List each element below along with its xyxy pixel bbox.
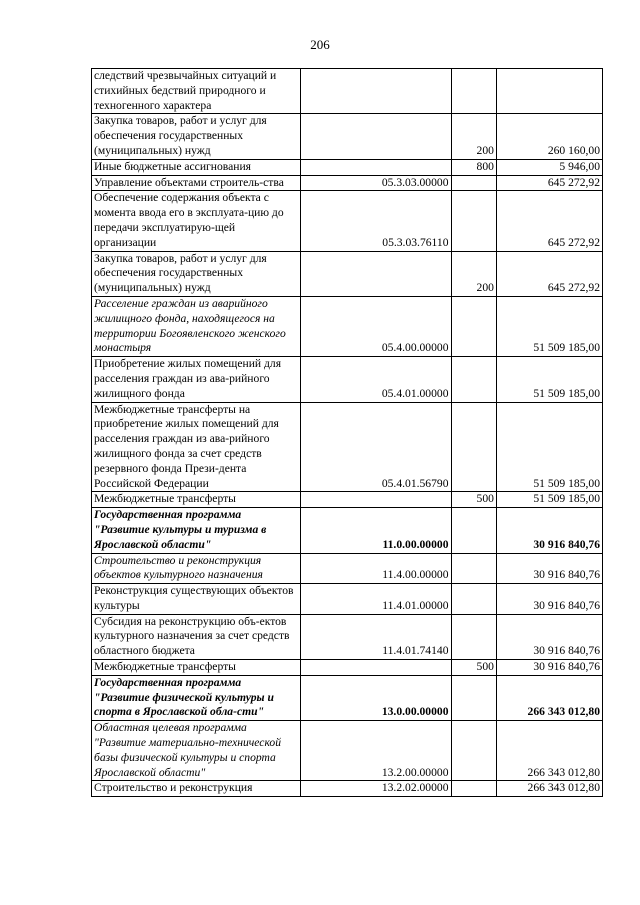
row-name-cell: Расселение граждан из аварийного жилищного фонда, находящегося на территории Богоявленского женского монастыря [92, 296, 301, 356]
row-type-cell: 800 [451, 159, 496, 175]
row-type-cell [451, 721, 496, 781]
row-sum-cell: 30 916 840,76 [496, 614, 602, 659]
row-code-cell: 13.2.00.00000 [301, 721, 451, 781]
row-code-cell: 05.4.01.00000 [301, 357, 451, 402]
row-name-cell: Государственная программа "Развитие физической культуры и спорта в Ярославской обла-сти" [92, 675, 301, 720]
row-type-cell: 500 [451, 660, 496, 676]
table-row [92, 675, 603, 720]
budget-table-body [92, 69, 603, 797]
row-type-cell [451, 69, 496, 114]
row-type-cell [451, 781, 496, 797]
row-name-cell: Государственная программа "Развитие культуры и туризма в Ярославской области" [92, 508, 301, 553]
row-type-cell: 200 [451, 251, 496, 296]
table-row [92, 721, 603, 781]
row-code-cell [301, 660, 451, 676]
row-code-cell: 11.0.00.00000 [301, 508, 451, 553]
row-code-cell: 13.0.00.00000 [301, 675, 451, 720]
row-name-cell: Управление объектами строитель-ства [92, 175, 301, 191]
table-row [92, 660, 603, 676]
row-sum-cell: 30 916 840,76 [496, 553, 602, 584]
table-row [92, 781, 603, 797]
row-code-cell: 13.2.02.00000 [301, 781, 451, 797]
row-name-cell: Строительство и реконструкция [92, 781, 301, 797]
row-type-cell [451, 553, 496, 584]
row-sum-cell: 51 509 185,00 [496, 296, 602, 356]
row-sum-cell: 51 509 185,00 [496, 492, 602, 508]
row-name-cell: Строительство и реконструкция объектов культурного назначения [92, 553, 301, 584]
row-code-cell: 05.4.00.00000 [301, 296, 451, 356]
row-code-cell [301, 492, 451, 508]
row-code-cell: 11.4.01.74140 [301, 614, 451, 659]
row-sum-cell: 645 272,92 [496, 175, 602, 191]
table-row [92, 402, 603, 492]
row-sum-cell: 260 160,00 [496, 114, 602, 159]
table-row [92, 614, 603, 659]
row-code-cell [301, 159, 451, 175]
table-row [92, 553, 603, 584]
row-sum-cell: 645 272,92 [496, 191, 602, 251]
row-code-cell: 05.3.03.00000 [301, 175, 451, 191]
row-sum-cell: 266 343 012,80 [496, 721, 602, 781]
row-sum-cell: 51 509 185,00 [496, 402, 602, 492]
row-name-cell: Закупка товаров, работ и услуг для обеспечения государственных (муниципальных) нужд [92, 114, 301, 159]
row-name-cell: Межбюджетные трансферты [92, 660, 301, 676]
row-type-cell [451, 296, 496, 356]
row-code-cell [301, 251, 451, 296]
row-sum-cell [496, 69, 602, 114]
row-sum-cell: 266 343 012,80 [496, 675, 602, 720]
row-type-cell [451, 191, 496, 251]
row-sum-cell: 30 916 840,76 [496, 660, 602, 676]
table-row [92, 114, 603, 159]
table-row [92, 191, 603, 251]
row-code-cell [301, 69, 451, 114]
row-sum-cell: 266 343 012,80 [496, 781, 602, 797]
table-row [92, 357, 603, 402]
row-type-cell [451, 175, 496, 191]
table-row [92, 508, 603, 553]
row-type-cell [451, 614, 496, 659]
row-name-cell: Межбюджетные трансферты [92, 492, 301, 508]
row-code-cell: 05.4.01.56790 [301, 402, 451, 492]
row-type-cell [451, 584, 496, 615]
row-code-cell [301, 114, 451, 159]
row-type-cell [451, 675, 496, 720]
row-type-cell [451, 508, 496, 553]
row-sum-cell: 30 916 840,76 [496, 508, 602, 553]
row-type-cell: 200 [451, 114, 496, 159]
table-row [92, 584, 603, 615]
row-name-cell: следствий чрезвычайных ситуаций и стихийных бедствий природного и техногенного характера [92, 69, 301, 114]
row-type-cell: 500 [451, 492, 496, 508]
row-name-cell: Реконструкция существующих объектов культуры [92, 584, 301, 615]
budget-table [91, 68, 603, 797]
page-number: 206 [310, 37, 330, 52]
row-name-cell: Областная целевая программа "Развитие материально-технической базы физической культуры и спорта Ярославской области" [92, 721, 301, 781]
table-row [92, 251, 603, 296]
row-name-cell: Межбюджетные трансферты на приобретение жилых помещений для расселения граждан из ава-рийного жилищного фонда за счет средств резервного фонда Прези-дента Российской Федерации [92, 402, 301, 492]
row-code-cell: 11.4.01.00000 [301, 584, 451, 615]
row-sum-cell: 30 916 840,76 [496, 584, 602, 615]
row-sum-cell: 645 272,92 [496, 251, 602, 296]
table-row [92, 159, 603, 175]
row-code-cell: 05.3.03.76110 [301, 191, 451, 251]
row-name-cell: Иные бюджетные ассигнования [92, 159, 301, 175]
row-name-cell: Закупка товаров, работ и услуг для обеспечения государственных (муниципальных) нужд [92, 251, 301, 296]
row-code-cell: 11.4.00.00000 [301, 553, 451, 584]
row-sum-cell: 5 946,00 [496, 159, 602, 175]
table-row [92, 296, 603, 356]
row-name-cell: Субсидия на реконструкцию объ-ектов культурного назначения за счет средств областного бюджета [92, 614, 301, 659]
row-sum-cell: 51 509 185,00 [496, 357, 602, 402]
table-row [92, 492, 603, 508]
row-name-cell: Приобретение жилых помещений для расселения граждан из ава-рийного жилищного фонда [92, 357, 301, 402]
row-type-cell [451, 357, 496, 402]
table-row [92, 69, 603, 114]
table-row [92, 175, 603, 191]
row-type-cell [451, 402, 496, 492]
row-name-cell: Обеспечение содержания объекта с момента ввода его в эксплуата-цию до передачи эксплуатирую-щей организации [92, 191, 301, 251]
